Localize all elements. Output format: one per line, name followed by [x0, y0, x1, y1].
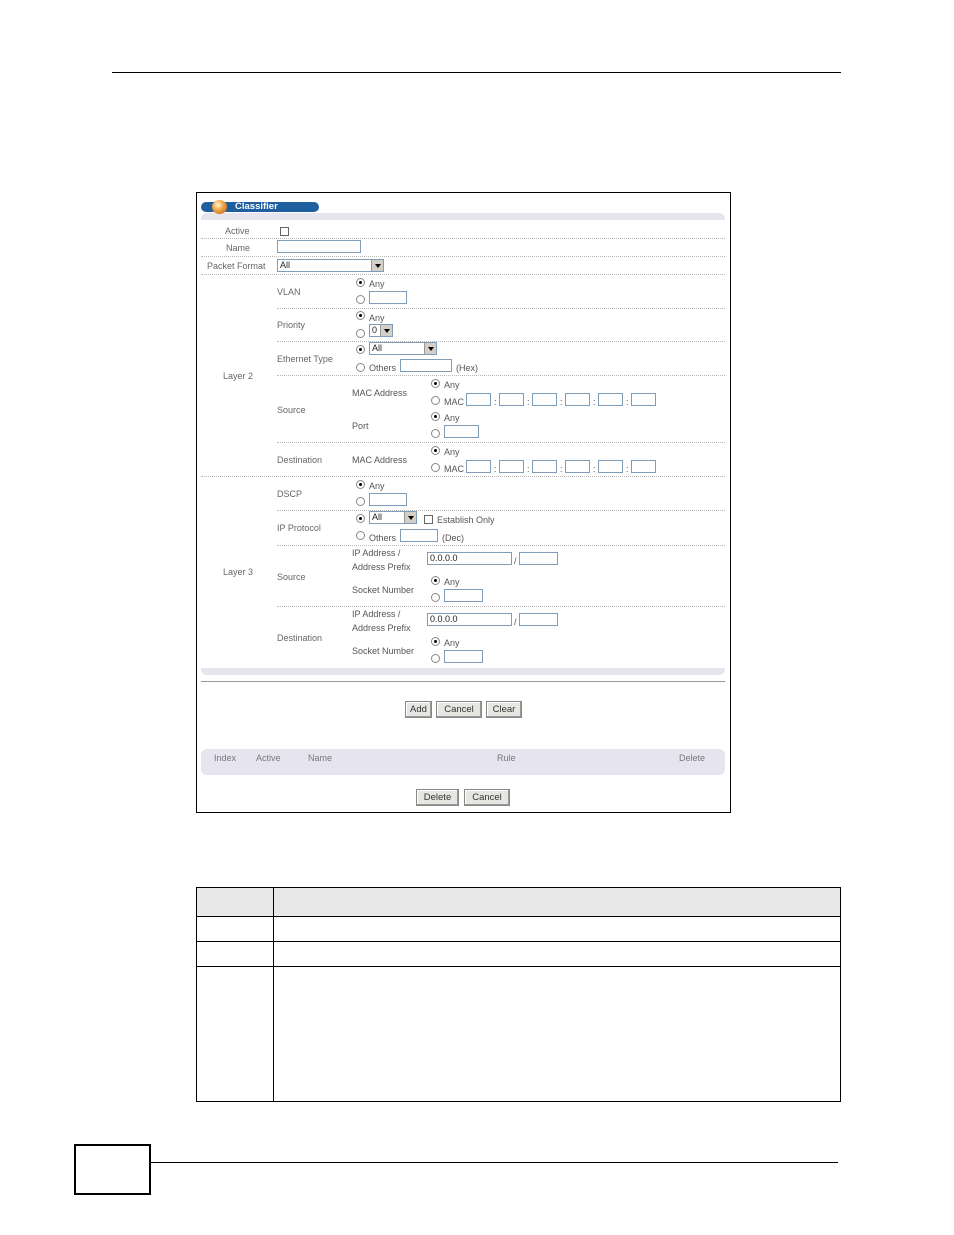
destination-socket-number-label: Socket Number — [352, 646, 415, 656]
destination-mac-address-label: MAC Address — [352, 455, 408, 465]
name-input[interactable] — [277, 240, 361, 253]
table-header — [197, 888, 840, 917]
source-ip-input[interactable] — [427, 552, 512, 565]
destination-ip-input[interactable] — [427, 613, 512, 626]
dscp-custom-radio[interactable] — [356, 497, 365, 506]
title-orb-icon — [212, 200, 227, 214]
dscp-any-label: Any — [369, 481, 385, 491]
table-row-divider — [197, 941, 840, 942]
separator — [277, 510, 725, 511]
ethernet-others-label: Others — [369, 363, 397, 373]
separator — [277, 375, 725, 376]
summary-rule-header: Rule — [497, 753, 516, 763]
clear-button[interactable]: Clear — [486, 701, 522, 718]
vlan-custom-radio[interactable] — [356, 295, 365, 304]
vlan-label: VLAN — [277, 287, 301, 297]
colon: : — [560, 464, 563, 474]
ethernet-type-select[interactable] — [369, 342, 437, 355]
summary-delete-header: Delete — [679, 753, 706, 763]
active-checkbox[interactable] — [280, 227, 289, 236]
destination-l3-label: Destination — [277, 633, 323, 643]
source-socket-any-radio[interactable] — [431, 576, 440, 585]
separator — [277, 341, 725, 342]
source-mac-octet-1[interactable] — [466, 393, 491, 406]
vlan-any-label: Any — [369, 279, 385, 289]
separator — [277, 308, 725, 309]
source-l2-label: Source — [277, 405, 306, 415]
ip-protocol-label: IP Protocol — [277, 523, 321, 533]
source-socket-custom-radio[interactable] — [431, 593, 440, 602]
colon: : — [527, 464, 530, 474]
priority-custom-radio[interactable] — [356, 329, 365, 338]
destination-socket-input[interactable] — [444, 650, 483, 663]
source-mac-octet-2[interactable] — [499, 393, 524, 406]
layer2-label: Layer 2 — [223, 371, 254, 381]
source-mac-label: MAC — [444, 397, 464, 407]
header-rule — [112, 72, 841, 73]
destination-mac-custom-radio[interactable] — [431, 463, 440, 472]
cancel-button[interactable]: Cancel — [436, 701, 482, 718]
page-title: Classifier — [201, 202, 319, 212]
priority-any-radio[interactable] — [356, 311, 365, 320]
delete-button[interactable]: Delete — [416, 789, 459, 806]
ethernet-type-label: Ethernet Type — [277, 354, 333, 364]
source-port-any-radio[interactable] — [431, 412, 440, 421]
separator — [277, 606, 725, 607]
colon: : — [560, 397, 563, 407]
priority-value: 0 — [372, 325, 378, 335]
destination-mac-any-radio[interactable] — [431, 446, 440, 455]
source-port-label: Port — [352, 421, 369, 431]
ethernet-type-all-radio[interactable] — [356, 345, 365, 354]
separator — [201, 476, 725, 477]
dscp-input[interactable] — [369, 493, 407, 506]
source-ip-prefix-label-2: Address Prefix — [352, 562, 411, 572]
slash: / — [514, 556, 517, 566]
separator — [201, 274, 725, 275]
cancel-delete-button[interactable]: Cancel — [464, 789, 510, 806]
dscp-label: DSCP — [277, 489, 303, 499]
separator — [277, 442, 725, 443]
active-label: Active — [225, 226, 250, 236]
destination-mac-octet-1[interactable] — [466, 460, 491, 473]
destination-ip-prefix-label-2: Address Prefix — [352, 623, 411, 633]
field-description-table — [196, 887, 841, 1102]
source-mac-any-radio[interactable] — [431, 379, 440, 388]
dec-label: (Dec) — [442, 533, 464, 543]
establish-only-label: Establish Only — [437, 515, 495, 525]
establish-only-checkbox[interactable] — [424, 515, 433, 524]
destination-mac-octet-2[interactable] — [499, 460, 524, 473]
name-label: Name — [226, 243, 251, 253]
column-divider — [273, 888, 274, 1101]
table-row-divider — [197, 966, 840, 967]
vlan-input[interactable] — [369, 291, 407, 304]
slash: / — [514, 617, 517, 627]
ip-protocol-others-radio[interactable] — [356, 531, 365, 540]
source-port-input[interactable] — [444, 425, 479, 438]
classifier-screenshot — [196, 192, 731, 813]
source-ip-value: 0.0.0.0 — [430, 553, 458, 563]
hex-label: (Hex) — [456, 363, 478, 373]
destination-mac-octet-3[interactable] — [532, 460, 557, 473]
destination-socket-any-radio[interactable] — [431, 637, 440, 646]
summary-name-header: Name — [308, 753, 333, 763]
separator — [201, 256, 725, 257]
source-ip-prefix-label-1: IP Address / — [352, 548, 401, 558]
destination-ip-value: 0.0.0.0 — [430, 614, 458, 624]
source-mac-custom-radio[interactable] — [431, 396, 440, 405]
source-socket-any-label: Any — [444, 577, 460, 587]
form-body — [277, 220, 725, 668]
chevron-down-icon — [380, 325, 392, 336]
colon: : — [593, 464, 596, 474]
colon: : — [626, 397, 629, 407]
summary-index-header: Index — [214, 753, 237, 763]
source-port-any-label: Any — [444, 413, 460, 423]
priority-select[interactable] — [369, 324, 393, 337]
destination-socket-custom-radio[interactable] — [431, 654, 440, 663]
footer-rule — [151, 1162, 838, 1163]
dscp-any-radio[interactable] — [356, 480, 365, 489]
destination-mac-octet-5[interactable] — [598, 460, 623, 473]
destination-l2-label: Destination — [277, 455, 323, 465]
chevron-down-icon — [371, 260, 383, 271]
ethernet-type-value: All — [372, 343, 383, 353]
destination-ip-prefix-label-1: IP Address / — [352, 609, 401, 619]
source-mac-address-label: MAC Address — [352, 388, 408, 398]
ip-protocol-all-radio[interactable] — [356, 514, 365, 523]
source-socket-number-label: Socket Number — [352, 585, 415, 595]
packet-format-select[interactable] — [277, 259, 384, 272]
ip-protocol-others-label: Others — [369, 533, 397, 543]
destination-mac-any-label: Any — [444, 447, 460, 457]
vlan-any-radio[interactable] — [356, 278, 365, 287]
ethernet-type-others-radio[interactable] — [356, 363, 365, 372]
destination-mac-label: MAC — [444, 464, 464, 474]
colon: : — [527, 397, 530, 407]
packet-format-value: All — [280, 260, 291, 270]
add-button[interactable]: Add — [405, 701, 432, 718]
source-mac-octet-3[interactable] — [532, 393, 557, 406]
packet-format-label: Packet Format — [207, 261, 266, 271]
destination-mac-octet-6[interactable] — [631, 460, 656, 473]
priority-label: Priority — [277, 320, 306, 330]
colon: : — [593, 397, 596, 407]
form-divider — [201, 681, 725, 682]
source-mac-octet-6[interactable] — [631, 393, 656, 406]
colon: : — [626, 464, 629, 474]
source-prefix-input[interactable] — [519, 552, 558, 565]
priority-any-label: Any — [369, 313, 385, 323]
source-port-custom-radio[interactable] — [431, 429, 440, 438]
ip-protocol-input[interactable] — [400, 529, 438, 542]
destination-socket-any-label: Any — [444, 638, 460, 648]
ip-protocol-select[interactable] — [369, 511, 417, 524]
chevron-down-icon — [404, 512, 416, 523]
destination-mac-octet-4[interactable] — [565, 460, 590, 473]
destination-prefix-input[interactable] — [519, 613, 558, 626]
source-mac-octet-5[interactable] — [598, 393, 623, 406]
ethernet-type-input[interactable] — [400, 359, 452, 372]
layer3-label: Layer 3 — [223, 567, 254, 577]
source-socket-input[interactable] — [444, 589, 483, 602]
colon: : — [494, 464, 497, 474]
source-l3-label: Source — [277, 572, 306, 582]
separator — [277, 545, 725, 546]
colon: : — [494, 397, 497, 407]
page-number-box — [74, 1144, 151, 1195]
label-column — [201, 220, 277, 668]
ip-protocol-value: All — [372, 512, 383, 522]
chevron-down-icon — [424, 343, 436, 354]
source-mac-octet-4[interactable] — [565, 393, 590, 406]
separator — [201, 238, 725, 239]
source-mac-any-label: Any — [444, 380, 460, 390]
summary-active-header: Active — [256, 753, 281, 763]
